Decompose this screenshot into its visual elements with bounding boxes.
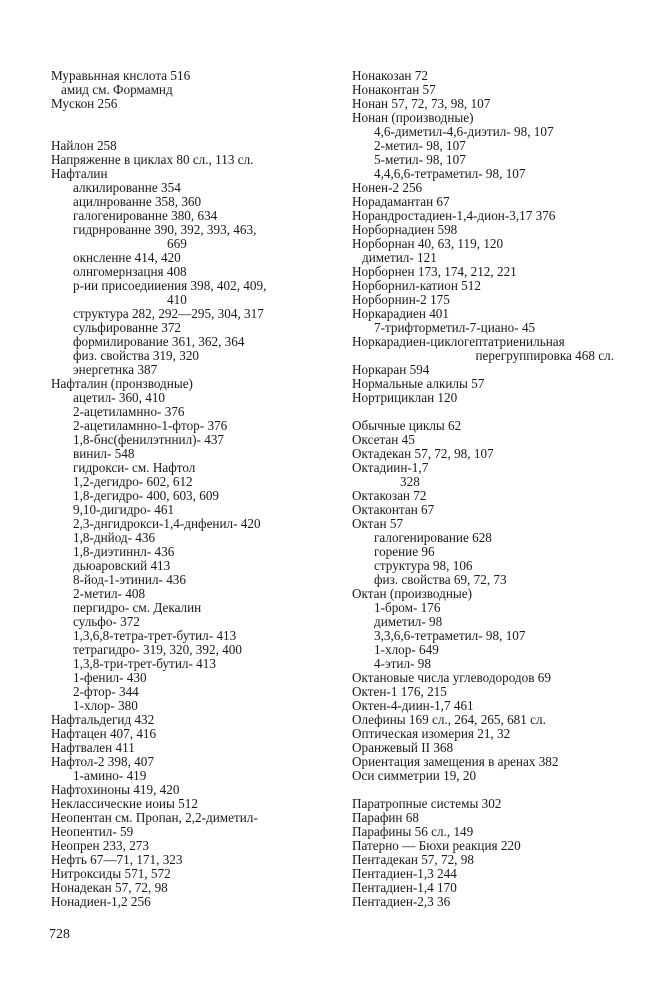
index-entry: окнсленне 414, 420 — [73, 250, 181, 265]
index-entry: 2-ацетиламнно-1-фтор- 376 — [73, 418, 228, 433]
index-entry: 1-хлор- 380 — [73, 698, 138, 713]
index-entry: физ. свойства 319, 320 — [73, 348, 200, 363]
index-entry: Нафталин (пронзводные) — [51, 376, 193, 391]
index-entry: Норкарадиен 401 — [352, 306, 449, 321]
index-entry: 1-амино- 419 — [73, 768, 147, 783]
index-entry: Норадамантан 67 — [352, 194, 450, 209]
index-entry: диметил- 98 — [374, 614, 443, 629]
index-entry: 1-хлор- 649 — [374, 642, 439, 657]
index-entry: энергетнка 387 — [73, 362, 158, 377]
index-entry: Неклассические иоиы 512 — [51, 796, 198, 811]
index-entry: галогенированне 380, 634 — [73, 208, 218, 223]
index-entry: Оптическая изомерия 21, 32 — [352, 726, 511, 741]
index-entry: 1,8-днйод- 436 — [73, 530, 156, 545]
index-entry: тетрагидро- 319, 320, 392, 400 — [73, 642, 242, 657]
index-entry: Октан 57 — [352, 516, 404, 531]
spacer — [352, 783, 614, 797]
index-entry: олнгомернзацня 408 — [73, 264, 187, 279]
index-entry: Неопентил- 59 — [51, 824, 134, 839]
index-entry: Нонен-2 256 — [352, 180, 423, 195]
index-entry: сульфированне 372 — [73, 320, 182, 335]
index-entry: р-ии присоедииения 398, 402, 409, — [73, 278, 267, 293]
index-entry: Нефть 67—71, 171, 323 — [51, 852, 183, 867]
index-entry: 1,2-дегидро- 602, 612 — [73, 474, 193, 489]
index-entry: Нонан (производные) — [352, 110, 474, 125]
index-entry: структура 98, 106 — [374, 558, 473, 573]
index-entry: 2,3-днгидрокси-1,4-днфенил- 420 — [73, 516, 261, 531]
index-entry: 7-трифторметил-7-циано- 45 — [374, 320, 536, 335]
index-entry: Нонакозан 72 — [352, 68, 428, 83]
index-entry: Норандростадиен-1,4-дион-3,17 376 — [352, 208, 556, 223]
index-entry: 4,4,6,6-тетраметил- 98, 107 — [374, 166, 526, 181]
index-entry: Оксетан 45 — [352, 432, 415, 447]
index-entry: Норборнин-2 175 — [352, 292, 450, 307]
index-entry: горение 96 — [374, 544, 435, 559]
index-entry: Октаконтан 67 — [352, 502, 435, 517]
page-number: 728 — [49, 927, 70, 942]
index-entry: физ. свойства 69, 72, 73 — [374, 572, 507, 587]
spacer — [51, 111, 319, 125]
index-entry: Норкарадиен-циклогептатриенильная — [352, 334, 565, 349]
index-entry: Нонаконтан 57 — [352, 82, 436, 97]
index-entry: Нафтохиноны 419, 420 — [51, 782, 180, 797]
index-entry: 1,3,8-три-трет-бутил- 413 — [73, 656, 216, 671]
index-entry: Паратропные системы 302 — [352, 796, 502, 811]
index-entry: Оси симметрии 19, 20 — [352, 768, 477, 783]
index-entry: Октен-4-диин-1,7 461 — [352, 698, 474, 713]
index-entry: дьюаровский 413 — [73, 558, 171, 573]
index-entry: структура 282, 292—295, 304, 317 — [73, 306, 264, 321]
index-entry: Нортрициклан 120 — [352, 390, 458, 405]
index-entry: Норборнил-катион 512 — [352, 278, 481, 293]
index-entry: 1-бром- 176 — [374, 600, 441, 615]
index-entry: Мускон 256 — [51, 96, 118, 111]
spacer — [51, 125, 319, 139]
index-entry: Октановые числа углеводородов 69 — [352, 670, 551, 685]
index-entry: 4-этил- 98 — [374, 656, 431, 671]
index-entry: 1,8-дегидро- 400, 603, 609 — [73, 488, 220, 503]
index-entry: гидрокси- см. Нафтол — [73, 460, 196, 475]
index-entry: 9,10-дигидро- 461 — [73, 502, 175, 517]
index-entry: диметил- 121 — [362, 250, 437, 265]
index-entry: Парафин 68 — [352, 810, 419, 825]
index-entry: Напряженне в циклах 80 сл., 113 сл. — [51, 152, 254, 167]
index-entry: 1,3,6,8-тетра-трет-бутил- 413 — [73, 628, 237, 643]
index-entry: амид см. Формамнд — [61, 82, 173, 97]
index-entry: 1-фенил- 430 — [73, 670, 147, 685]
index-entry: Октан (производные) — [352, 586, 473, 601]
index-entry: ацетил- 360, 410 — [73, 390, 166, 405]
index-entry: формилирование 361, 362, 364 — [73, 334, 245, 349]
index-entry: Норборнен 173, 174, 212, 221 — [352, 264, 517, 279]
index-entry: 328 — [400, 474, 420, 489]
index-entry: Пентадиен-1,3 244 — [352, 866, 457, 881]
index-entry: Нафтол-2 398, 407 — [51, 754, 154, 769]
index-column-right — [352, 69, 614, 909]
index-entry: Неопрен 233, 273 — [51, 838, 149, 853]
index-entry: 1,8-диэтиннл- 436 — [73, 544, 175, 559]
index-entry: 2-метил- 98, 107 — [374, 138, 466, 153]
index-entry: Парафины 56 сл., 149 — [352, 824, 474, 839]
index-entry: алкилированне 354 — [73, 180, 181, 195]
index-entry: Неопентан см. Пропан, 2,2-диметил- — [51, 810, 258, 825]
index-entry: винил- 548 — [73, 446, 135, 461]
index-entry: Олефины 169 сл., 264, 265, 681 сл. — [352, 712, 546, 727]
index-entry: 410 — [167, 292, 187, 307]
index-entry: перегруппировка 468 сл. — [475, 348, 614, 363]
index-entry: Октадекан 57, 72, 98, 107 — [352, 446, 494, 461]
index-entry: Патерно — Бюхи реакция 220 — [352, 838, 521, 853]
index-entry: 5-метил- 98, 107 — [374, 152, 466, 167]
index-entry: Ориентация замещения в аренах 382 — [352, 754, 559, 769]
index-entry: Пентадиен-1,4 170 — [352, 880, 457, 895]
index-entry: 3,3,6,6-тетраметил- 98, 107 — [374, 628, 526, 643]
index-entry: Октакозан 72 — [352, 488, 427, 503]
index-entry: пергидро- см. Декалин — [73, 600, 202, 615]
index-entry: галогенирование 628 — [374, 530, 492, 545]
index-entry: Октен-1 176, 215 — [352, 684, 447, 699]
index-entry: Нафтацен 407, 416 — [51, 726, 157, 741]
index-entry: 669 — [167, 236, 187, 251]
index-entry: Муравьнная кнслота 516 — [51, 68, 191, 83]
index-entry: сульфо- 372 — [73, 614, 140, 629]
index-entry: Нитроксиды 571, 572 — [51, 866, 171, 881]
index-entry: Норборнадиен 598 — [352, 222, 458, 237]
index-entry: 2-метил- 408 — [73, 586, 146, 601]
index-entry: Нонан 57, 72, 73, 98, 107 — [352, 96, 491, 111]
index-entry: Оранжевый II 368 — [352, 740, 454, 755]
index-entry: Найлон 258 — [51, 138, 117, 153]
index-entry: 2-фтор- 344 — [73, 684, 139, 699]
index-entry: Пентадиен-2,3 36 — [352, 894, 451, 909]
index-entry: 8-йод-1-этинил- 436 — [73, 572, 186, 587]
index-entry: 1,8-бнс(фенилэтннил)- 437 — [73, 432, 225, 447]
spacer — [352, 405, 614, 419]
index-entry: Нормальные алкилы 57 — [352, 376, 485, 391]
index-entry: 2-ацетиламнно- 376 — [73, 404, 185, 419]
index-entry: Октадиин-1,7 — [352, 460, 429, 475]
index-entry: Пентадекан 57, 72, 98 — [352, 852, 474, 867]
index-entry: ацилнрованне 358, 360 — [73, 194, 202, 209]
index-entry: Нафтвален 411 — [51, 740, 135, 755]
index-entry: Нонадиен-1,2 256 — [51, 894, 151, 909]
index-entry: Обычные циклы 62 — [352, 418, 462, 433]
index-entry: гидрнрованне 390, 392, 393, 463, — [73, 222, 257, 237]
index-entry: 4,6-диметил-4,6-диэтил- 98, 107 — [374, 124, 554, 139]
index-entry: Нафтальдегид 432 — [51, 712, 155, 727]
index-entry: Норборнан 40, 63, 119, 120 — [352, 236, 504, 251]
index-entry: Нафталин — [51, 166, 108, 181]
index-entry: Норкаран 594 — [352, 362, 430, 377]
index-column-left — [51, 69, 319, 909]
index-entry: Нонадекан 57, 72, 98 — [51, 880, 168, 895]
